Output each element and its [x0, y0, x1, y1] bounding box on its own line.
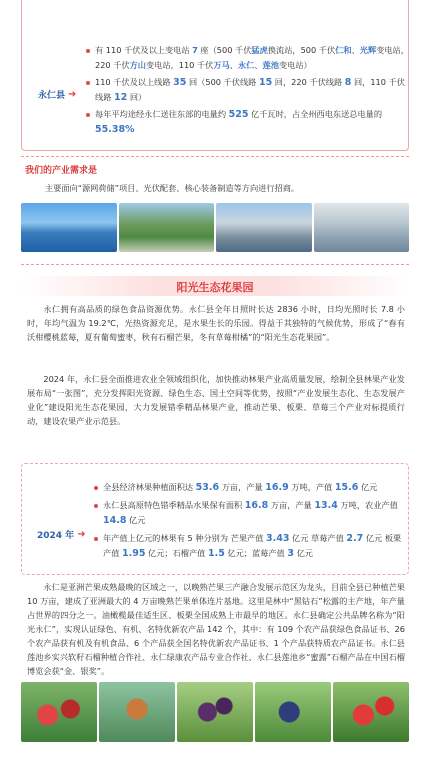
bullet-dot-icon [94, 504, 98, 508]
year-label: 2024 年 [37, 531, 75, 541]
bullet-dot-icon [94, 486, 98, 490]
pomegranate-photo [21, 682, 97, 742]
section-title: 阳光生态花果园 [176, 281, 254, 294]
bullet-power-delivery: 每年平均途经永仁送往东部的电量约 525 亿千瓦时，占全州西电东送总电量的 55.38% [86, 107, 411, 137]
arrow-right-icon: ➜ [68, 89, 77, 100]
bullet-substations: 有 110 千伏及以上变电站 7 座（500 千伏猛虎换流站，500 千伏仁和、光辉变电站，220 千伏方山变电站，110 千伏万马、永仁、莲池变电站） [86, 43, 411, 73]
industry-demand-title: 我们的产业需求是 [25, 166, 98, 176]
year-label-block [37, 528, 86, 541]
strawberry-photo [333, 682, 409, 742]
stat-mango: 全县经济林果种植面积达 53.6 万亩，产量 16.9 万吨，产值 15.6 亿元 [94, 480, 409, 496]
fruit-paragraph-1: 永仁拥有高品质的绿色食品资源优势。永仁县全年日照时长达 2836 小时，日均光照时长 7.8 小时，年均气温为 19.2℃，光热资源充足，是水果生长的乐园。得益于其独特的气候优势，形成了“春有沃柑樱桃蓝莓，夏有葡萄蜜枣，秋有石榴芒果，冬有草莓柑橘”的“阳光生态花果园”。 [27, 304, 405, 342]
bullet-dot-icon [86, 49, 90, 53]
solar-farm-photo [21, 203, 117, 252]
county-label-block [38, 88, 76, 101]
stat-other-fruits: 年产值上亿元的林果有 5 种分别为 芒果产值 3.43 亿元 草莓产值 2.7 亿元 板栗产值 1.95 亿元；石榴产值 1.5 亿元；蓝莓产值 3 亿元 [94, 531, 409, 562]
industry-demand-text: 主要面向“源网荷储”项目、光伏配套、核心装备制造等方向进行招商。 [45, 183, 300, 193]
mango-orchard-photo [99, 682, 175, 742]
bullet-lines: 110 千伏及以上线路 35 回（500 千伏线路 15 回，220 千伏线路 8 回，110 千伏线路 12 回） [86, 75, 411, 105]
reservoir-photo [119, 203, 215, 252]
summary-bullets [86, 43, 411, 139]
substation-photo [216, 203, 312, 252]
fruit-paragraph-3: 永仁是亚洲芒果成熟最晚的区域之一，以晚熟芒果三产融合发展示范区为龙头，目前全县已种植芒果 10 万亩，建成了亚洲最大的 4 万亩晚熟芒果单体连片基地。这里是林中“黑钻石”松露的主产地，年产量占世界的四分之一。油橄榄最佳适生区、板栗全国成熟上市最早的地区。永仁县确定公共品牌名称为“阳光永仁”，实现认证绿色、有机、名特优新农产品 142 个，其中：有 109 个农产品获绿色食品证书、26 个农产品获有机及有机食品、6 个产品获全国名特优新农产品证书、1 个产品获特质农产品证书。永仁县莲池乡实兴软籽石榴种植合作社、永仁绿康农产品专业合作社、永仁县莲池乡“蜜露”石榴产品在中国石榴博览会获“金、银奖”。 [27, 582, 405, 676]
factory-interior-photo [314, 203, 410, 252]
county-label: 永仁县 [38, 91, 66, 101]
energy-photo-strip [21, 203, 409, 252]
divider [21, 264, 409, 265]
bullet-dot-icon [94, 537, 98, 541]
arrow-right-icon: ➜ [77, 529, 86, 540]
stat-highland: 永仁县高原特色错季精品水果保有面积 16.8 万亩，产量 13.4 万吨，农业产值 14.8 亿元 [94, 498, 409, 529]
fruit-photo-strip [21, 682, 409, 742]
bullet-dot-icon [86, 113, 90, 117]
divider [21, 156, 409, 157]
bullet-dot-icon [86, 81, 90, 85]
fruit-paragraph-2: 2024 年，永仁县全面推进农业全领域组织化，加快推动林果产业高质量发展，绘制全县林果产业发展布局“一张图”，充分发挥阳光资源、绿色生态、国土空间等优势，按照“产业发展生态化、生态发展产业化”建设阳光生态花果园，大力发展错季精品林果产业，推动芒果、板栗、草莓三个产业对标提质行动，建设农果产业示范县。 [27, 374, 405, 426]
blueberry-photo [255, 682, 331, 742]
grapes-photo [177, 682, 253, 742]
fruit-stats-bullets [94, 480, 409, 564]
